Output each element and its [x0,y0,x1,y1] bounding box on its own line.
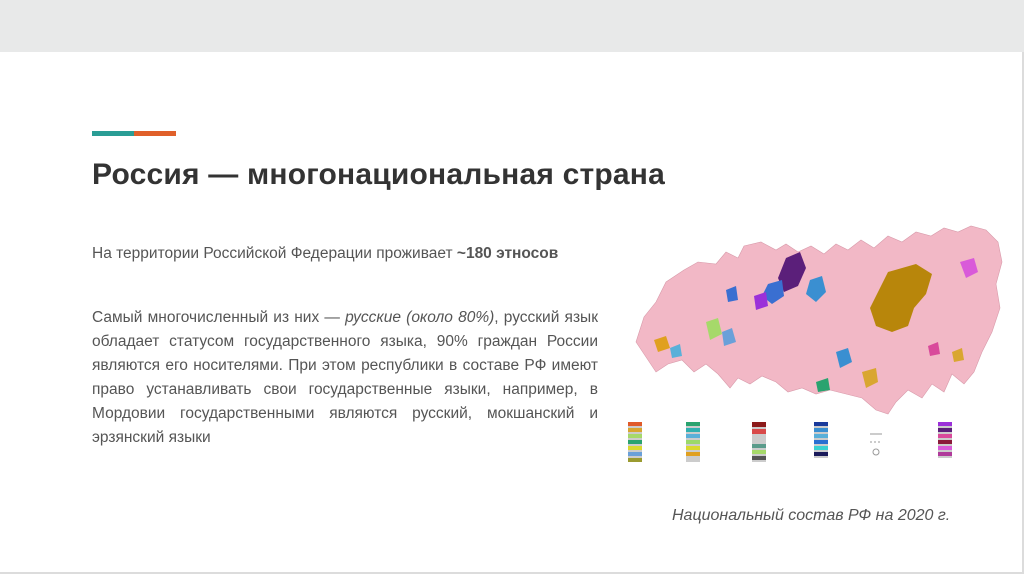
legend-block-6 [938,422,952,458]
map-legend [628,422,952,462]
paragraph1-bold: ~180 этносов [456,245,559,262]
paragraph2-text-b: , русский язык обладает статусом государственного языка, 90% граждан России являются его носителями. При этом республики в составе РФ имеют право устанавливать свои государственные языки, например, в Мордовии государственными являются русский, мокшанский и эрзянский языки [92,309,598,446]
paragraph-ethnic-count [92,242,598,266]
top-bar [0,0,1024,52]
map-caption: Национальный состав РФ на 2020 г. [672,507,951,524]
accent-line-teal [92,131,134,136]
slide-title: Россия — многонациональная страна [92,158,665,191]
paragraph2-text-a: Самый многочисленный из них — [92,309,346,326]
legend-block-4 [814,422,828,458]
legend-block-2 [686,422,700,462]
paragraph-languages [92,306,598,450]
legend-block-3 [752,422,766,462]
paragraph1-text: На территории Российской Федерации проживает [92,245,457,262]
legend-block-5 [870,434,882,455]
ethnic-map-russia [626,222,1004,468]
accent-line-orange [134,131,176,136]
legend-block-1 [628,422,642,462]
paragraph2-italic: русские (около 80%) [345,309,495,326]
